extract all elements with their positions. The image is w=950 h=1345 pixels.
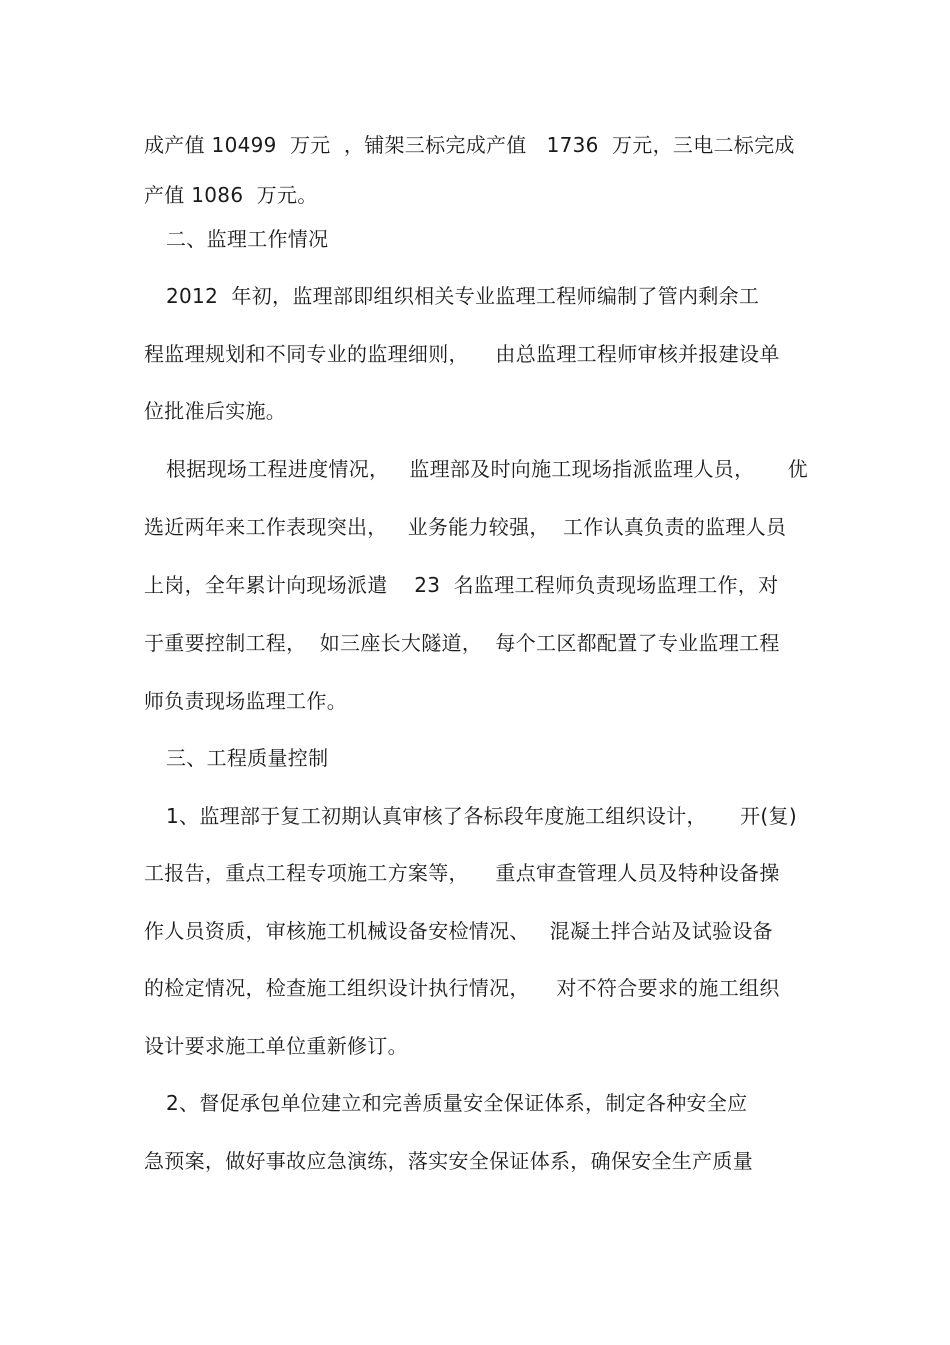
text-line: 师负责现场监理工作。 [144, 689, 347, 713]
text-line: 于重要控制工程， 如三座长大隧道， 每个工区都配置了专业监理工程 [144, 631, 780, 655]
text-line: 产值 1086 万元。 [144, 183, 318, 207]
text-line: 2012 年初，监理部即组织相关专业监理工程师编制了管内剩余工 [166, 284, 760, 308]
text-line: 急预案，做好事故应急演练，落实安全保证体系，确保安全生产质量 [144, 1149, 753, 1173]
text-line: 1、监理部于复工初期认真审核了各标段年度施工组织设计， 开(复) [166, 804, 797, 828]
text-line: 设计要求施工单位重新修订。 [144, 1034, 408, 1058]
text-line: 工报告，重点工程专项施工方案等， 重点审查管理人员及特种设备操 [144, 861, 780, 885]
text-line: 的检定情况，检查施工组织设计执行情况， 对不符合要求的施工组织 [144, 976, 780, 1000]
text-line: 作人员资质，审核施工机械设备安检情况、 混凝土拌合站及试验设备 [144, 919, 773, 943]
section-heading: 二、监理工作情况 [166, 227, 329, 251]
text-line: 程监理规划和不同专业的监理细则， 由总监理工程师审核并报建设单 [144, 342, 780, 366]
section-heading: 三、工程质量控制 [166, 746, 329, 770]
text-line: 2、督促承包单位建立和完善质量安全保证体系，制定各种安全应 [166, 1091, 748, 1115]
text-line: 根据现场工程进度情况， 监理部及时向施工现场指派监理人员， 优 [166, 457, 808, 481]
text-line: 上岗，全年累计向现场派遣 23 名监理工程师负责现场监理工作，对 [144, 573, 779, 597]
text-line: 成产值 10499 万元 ，铺架三标完成产值 1736 万元，三电二标完成 [144, 133, 795, 157]
text-line: 选近两年来工作表现突出， 业务能力较强， 工作认真负责的监理人员 [144, 515, 787, 539]
text-line: 位批准后实施。 [144, 399, 287, 423]
